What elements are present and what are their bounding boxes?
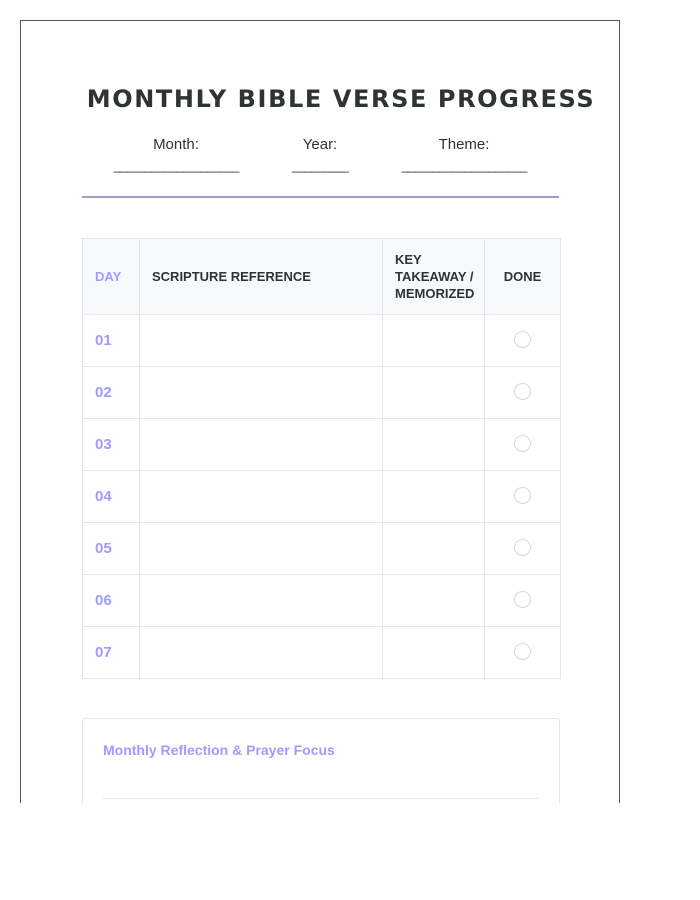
reflection-writing-line[interactable] xyxy=(103,798,539,799)
worksheet-page xyxy=(20,20,620,803)
scripture-cell[interactable] xyxy=(140,523,383,575)
done-checkbox[interactable] xyxy=(514,591,531,608)
day-number: 06 xyxy=(83,575,140,627)
table-row xyxy=(83,575,561,627)
day-number: 05 xyxy=(83,523,140,575)
day-number: 04 xyxy=(83,471,140,523)
takeaway-cell[interactable] xyxy=(383,367,485,419)
month-blank-line[interactable]: ____________________ xyxy=(113,158,239,173)
takeaway-cell[interactable] xyxy=(383,523,485,575)
table-row xyxy=(83,315,561,367)
verse-progress-table xyxy=(82,238,561,679)
done-cell xyxy=(485,419,561,471)
scripture-cell[interactable] xyxy=(140,315,383,367)
day-number: 02 xyxy=(83,367,140,419)
table-row xyxy=(83,471,561,523)
done-checkbox[interactable] xyxy=(514,643,531,660)
scripture-cell[interactable] xyxy=(140,627,383,679)
year-label: Year: xyxy=(302,136,338,153)
done-checkbox[interactable] xyxy=(514,539,531,556)
done-cell xyxy=(485,315,561,367)
month-field[interactable] xyxy=(110,136,242,174)
done-checkbox[interactable] xyxy=(514,383,531,400)
scripture-cell[interactable] xyxy=(140,419,383,471)
takeaway-cell[interactable] xyxy=(383,627,485,679)
takeaway-cell[interactable] xyxy=(383,575,485,627)
table-header-row xyxy=(83,239,561,315)
column-header-takeaway: KEY TAKEAWAY / MEMORIZED xyxy=(383,239,485,315)
day-number: 01 xyxy=(83,315,140,367)
day-number: 07 xyxy=(83,627,140,679)
done-cell xyxy=(485,627,561,679)
table-row xyxy=(83,367,561,419)
year-blank-line[interactable]: _________ xyxy=(291,158,349,173)
reflection-title: Monthly Reflection & Prayer Focus xyxy=(103,742,335,758)
done-cell xyxy=(485,523,561,575)
scripture-cell[interactable] xyxy=(140,471,383,523)
year-field[interactable] xyxy=(290,136,350,174)
done-cell xyxy=(485,471,561,523)
theme-blank-line[interactable]: ____________________ xyxy=(401,158,527,173)
table-row xyxy=(83,627,561,679)
done-checkbox[interactable] xyxy=(514,487,531,504)
done-cell xyxy=(485,367,561,419)
day-number: 03 xyxy=(83,419,140,471)
column-header-scripture: SCRIPTURE REFERENCE xyxy=(140,239,383,315)
month-label: Month: xyxy=(153,136,199,153)
done-cell xyxy=(485,575,561,627)
table-row xyxy=(83,523,561,575)
header-divider xyxy=(82,196,559,198)
theme-label: Theme: xyxy=(438,136,490,153)
takeaway-cell[interactable] xyxy=(383,471,485,523)
theme-field[interactable] xyxy=(398,136,530,174)
done-checkbox[interactable] xyxy=(514,331,531,348)
table-row xyxy=(83,419,561,471)
scripture-cell[interactable] xyxy=(140,367,383,419)
reflection-box xyxy=(82,718,560,803)
column-header-done: DONE xyxy=(485,239,561,315)
column-header-day: DAY xyxy=(83,239,140,315)
takeaway-cell[interactable] xyxy=(383,315,485,367)
done-checkbox[interactable] xyxy=(514,435,531,452)
page-title: MONTHLY BIBLE VERSE PROGRESS xyxy=(86,85,596,113)
takeaway-cell[interactable] xyxy=(383,419,485,471)
scripture-cell[interactable] xyxy=(140,575,383,627)
